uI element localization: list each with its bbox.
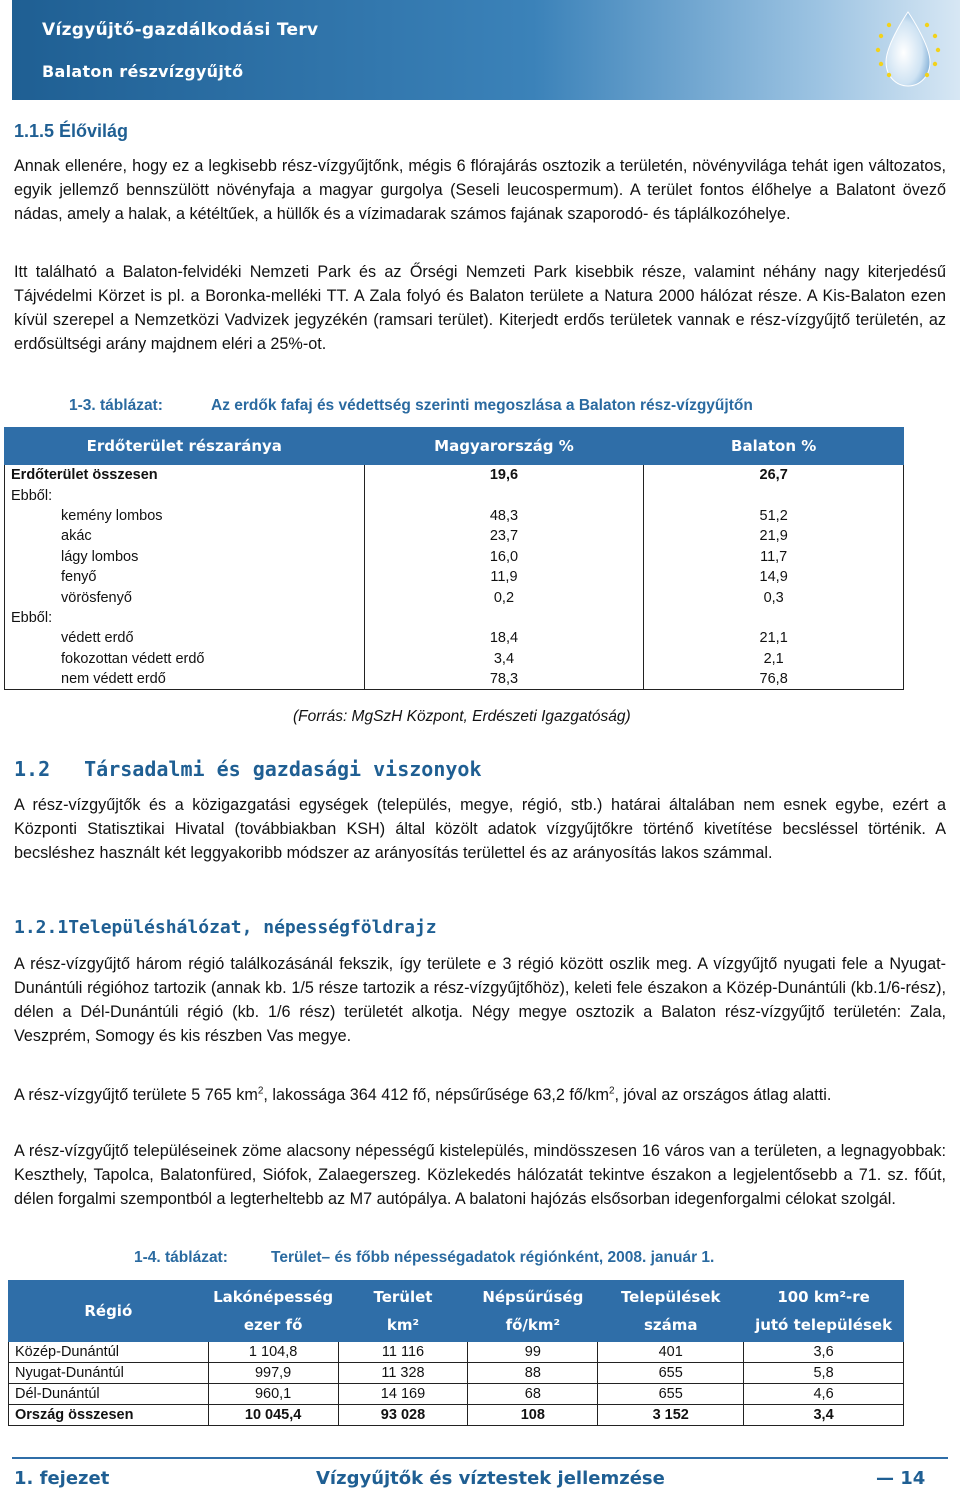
cell-value: 14,9: [644, 567, 904, 587]
footer-title: Vízgyűjtők és víztestek jellemzése: [316, 1468, 665, 1489]
cell-value: 99: [468, 1342, 598, 1363]
section-heading-1-2-1: [14, 917, 437, 938]
column-header-line: Terület: [373, 1288, 433, 1306]
column-header-line: fő/km²: [505, 1316, 561, 1334]
cell-value: 88: [468, 1363, 598, 1384]
column-header: [598, 1281, 744, 1342]
cell-value: 4,6: [744, 1384, 904, 1405]
cell-value: 21,1: [644, 628, 904, 648]
cell-value: 655: [598, 1384, 744, 1405]
table-row: [5, 669, 904, 690]
column-header: Magyarország %: [364, 428, 644, 465]
column-header: [208, 1281, 338, 1342]
cell-value: 19,6: [364, 465, 644, 486]
paragraph-telepules-3: A rész-vízgyűjtő településeinek zöme alacsony népességű kistelepülés, mindösszesen 16 város van a területen, a legnagyobbak: Keszthely, Tapolca, Balatonfüred, Siófok, Zalaegerszeg. Közlekedés hálózatát tekintve északon a legjelentősebb a 71. sz. főút, délen forgalmi szempontból a legterheltebb az M7 autópálya. A balatoni hajózás elsősorban idegenforgalmi célokat szolgál.: [14, 1142, 946, 1208]
header-subtitle: Balaton részvízgyűjtő: [42, 62, 244, 81]
cell-value: 18,4: [364, 628, 644, 648]
cell-value: 11,9: [364, 567, 644, 587]
page-number: 14: [900, 1468, 926, 1489]
table-1-3-caption-text: Az erdők fafaj és védettség szerinti megoszlása a Balaton rész-vízgyűjtőn: [211, 397, 753, 414]
average-text: , jóval az országos átlag alatti.: [614, 1086, 832, 1104]
row-label: Erdőterület összesen: [5, 465, 365, 486]
column-header: [468, 1281, 598, 1342]
column-header-line: száma: [643, 1316, 698, 1334]
section-title: Településhálózat, népességföldrajz: [68, 917, 437, 938]
section-number: 1.2: [14, 757, 51, 781]
cell-value: [644, 608, 904, 628]
column-header: Balaton %: [644, 428, 904, 465]
header-title: Vízgyűjtő-gazdálkodási Terv: [42, 20, 319, 40]
cell-value: 51,2: [644, 506, 904, 526]
section-heading-1-1-5: 1.1.5 Élővilág: [14, 121, 129, 141]
table-source-note: (Forrás: MgSzH Központ, Erdészeti Igazgatóság): [293, 708, 631, 725]
cell-value: 108: [468, 1405, 598, 1426]
cell-value: 1 104,8: [208, 1342, 338, 1363]
cell-value: 14 169: [338, 1384, 468, 1405]
paragraph-text: A rész-vízgyűjtő három régió találkozásánál fekszik, így területe e 3 régió között oszlik meg. A vízgyűjtő nyugati fele a Nyugat-Dunántúli régióhoz tartozik (annak kb. 1/5 része tartozik a rész-vízgyűjtőhöz), keleti fele északon a Közép-Dunántúli (kb.1/6-rész), délen a Dél-Dunántúli régió (kb. 1/6 rész) területét alkotja. Négy megye osztozik a Balaton rész-vízgyűjtő területén: Zala, Veszprém, Somogy és kis részben Vas megye.: [14, 955, 946, 1045]
table-row: [5, 485, 904, 505]
table-1-4-caption-number: 1-4. táblázat:: [134, 1249, 228, 1266]
row-label: védett erdő: [5, 628, 365, 648]
water-drop-eu-logo-icon: [864, 6, 952, 94]
paragraph-telepules-1: [14, 952, 946, 1048]
row-label: kemény lombos: [5, 506, 365, 526]
superscript: 2: [608, 1085, 615, 1097]
table-row: [5, 649, 904, 669]
cell-value: 10 045,4: [208, 1405, 338, 1426]
column-header-line: km²: [386, 1316, 420, 1334]
table-1-4-caption-text: Terület– és főbb népességadatok régiónként, 2008. január 1.: [271, 1249, 715, 1266]
column-header: [744, 1281, 904, 1342]
row-label: lágy lombos: [5, 547, 365, 567]
superscript: 2: [257, 1085, 264, 1097]
cell-value: 0,3: [644, 587, 904, 607]
cell-value: 3,6: [744, 1342, 904, 1363]
cell-value: 11 116: [338, 1342, 468, 1363]
paragraph-telepules-2: [14, 1083, 946, 1107]
cell-value: 16,0: [364, 547, 644, 567]
footer-divider: [12, 1457, 948, 1459]
region-population-table: [8, 1280, 904, 1426]
cell-value: 11 328: [338, 1363, 468, 1384]
row-label: fokozottan védett erdő: [5, 649, 365, 669]
cell-value: 3,4: [744, 1405, 904, 1426]
cell-value: 78,3: [364, 669, 644, 690]
table-row: [9, 1405, 904, 1426]
section-number: 1.2.1: [14, 917, 69, 938]
cell-value: 11,7: [644, 547, 904, 567]
row-label: Ebből:: [5, 485, 365, 505]
area-text: A rész-vízgyűjtő területe 5 765 km: [14, 1086, 258, 1104]
section-heading-1-2: [14, 757, 481, 781]
table-1-3-caption-number: 1-3. táblázat:: [69, 397, 163, 414]
cell-value: 2,1: [644, 649, 904, 669]
cell-value: 48,3: [364, 506, 644, 526]
row-label: Ország összesen: [9, 1405, 209, 1426]
column-header-line: ezer fő: [243, 1316, 303, 1334]
column-header-line: jutó települések: [755, 1316, 893, 1334]
forest-distribution-table: [4, 427, 904, 690]
row-label: vörösfenyő: [5, 587, 365, 607]
row-label: Dél-Dunántúl: [9, 1384, 209, 1405]
paragraph-elovilag-2: Itt található a Balaton-felvidéki Nemzeti Park és az Őrségi Nemzeti Park kisebbik része, valamint néhány nagy kiterjedésű Tájvédelmi Körzet is pl. a Boronka-melléki TT. A Zala folyó és Balaton területe a Natura 2000 hálózat része. A Kis-Balaton ezen kívül szerepel a Nemzetközi Vadvizek jegyzékén (ramsari terület). Kiterjedt erdős területek vannak e rész-vízgyűjtő területén, az erdősültségi arány majdnem eléri a 25%-ot.: [14, 263, 946, 353]
table-row: [5, 608, 904, 628]
table-row: [5, 506, 904, 526]
table-row: [5, 567, 904, 587]
column-header: [9, 1281, 209, 1342]
column-header-line: 100 km²-re: [777, 1288, 870, 1306]
column-header-line: Régió: [84, 1302, 133, 1320]
cell-value: 68: [468, 1384, 598, 1405]
table-row: [5, 587, 904, 607]
page-header: [12, 0, 960, 100]
cell-value: 93 028: [338, 1405, 468, 1426]
table-row: [5, 526, 904, 546]
footer-page-number: — 14: [876, 1468, 926, 1489]
cell-value: 401: [598, 1342, 744, 1363]
cell-value: 76,8: [644, 669, 904, 690]
table-row: [5, 628, 904, 648]
row-label: fenyő: [5, 567, 365, 587]
section-title: Társadalmi és gazdasági viszonyok: [84, 757, 482, 781]
cell-value: 0,2: [364, 587, 644, 607]
cell-value: 21,9: [644, 526, 904, 546]
row-label: Ebből:: [5, 608, 365, 628]
table-row: [9, 1342, 904, 1363]
cell-value: [364, 608, 644, 628]
column-header: Erdőterület részaránya: [5, 428, 365, 465]
table-row: [9, 1384, 904, 1405]
column-header-line: Települések: [620, 1288, 721, 1306]
table-row: [5, 465, 904, 486]
paragraph-elovilag-1: Annak ellenére, hogy ez a legkisebb rész-vízgyűjtőnk, mégis 6 flórajárás osztozik a területén, növényvilága tehát igen változatos, egyik jellemző bennszülött növényfaja a magyar gurgolya (Seseli leucospermum). A terület fontos élőhelye a Balatont övező nádas, amely a halak, a kétéltűek, a hüllők és a vízimadarak számos fajának szaporodó- és táplálkozóhelye.: [14, 157, 946, 223]
column-header-line: Népsűrűség: [482, 1288, 584, 1306]
cell-value: 960,1: [208, 1384, 338, 1405]
cell-value: [364, 485, 644, 505]
row-label: Közép-Dunántúl: [9, 1342, 209, 1363]
footer-chapter: 1. fejezet: [14, 1468, 110, 1489]
population-text: , lakossága 364 412 fő, népsűrűsége 63,2 fő/km: [263, 1086, 609, 1104]
cell-value: 3 152: [598, 1405, 744, 1426]
cell-value: 5,8: [744, 1363, 904, 1384]
paragraph-tarsadalmi: A rész-vízgyűjtők és a közigazgatási egységek (település, megye, régió, stb.) határai általában nem esnek egybe, ezért a Központi Statisztikai Hivatal (továbbiakban KSH) által közölt adatok vízgyűjtőkre történő kivetítése becsléssel történik. A becsléshez használt két leggyakoribb módszer az arányosítás területtel és az arányosítás lakos számmal.: [14, 796, 946, 862]
row-label: nem védett erdő: [5, 669, 365, 690]
column-header: [338, 1281, 468, 1342]
cell-value: 26,7: [644, 465, 904, 486]
table-row: [5, 547, 904, 567]
table-row: [9, 1363, 904, 1384]
cell-value: 23,7: [364, 526, 644, 546]
cell-value: 997,9: [208, 1363, 338, 1384]
cell-value: 3,4: [364, 649, 644, 669]
cell-value: [644, 485, 904, 505]
row-label: Nyugat-Dunántúl: [9, 1363, 209, 1384]
column-header-line: Lakónépesség: [213, 1288, 334, 1306]
row-label: akác: [5, 526, 365, 546]
cell-value: 655: [598, 1363, 744, 1384]
